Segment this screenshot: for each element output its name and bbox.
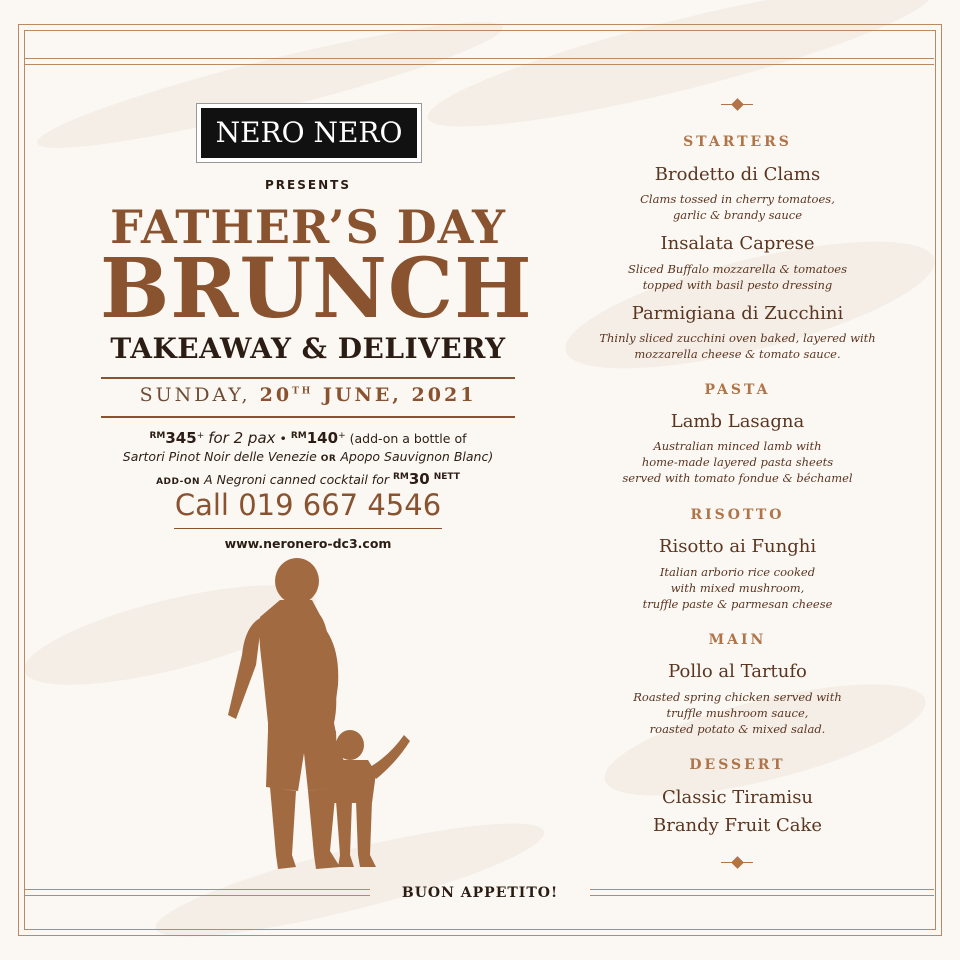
title-brunch: BRUNCH xyxy=(100,241,533,337)
call-phone-link[interactable]: Call 019 667 4546 xyxy=(174,488,442,522)
presents-label: PRESENTS xyxy=(265,178,351,192)
dish-tiramisu: Classic Tiramisu xyxy=(661,787,814,808)
currency-label: RM xyxy=(392,472,409,483)
desc-line: garlic & brandy sauce xyxy=(672,208,803,222)
section-risotto: RISOTTO xyxy=(690,507,785,523)
title-fathers-day: FATHER’S DAY xyxy=(110,200,506,254)
website-link[interactable]: www.neronero-dc3.com xyxy=(224,536,392,551)
dish-caprese-desc xyxy=(585,261,890,293)
bottom-rule-left xyxy=(24,895,370,896)
pricing-block xyxy=(100,427,516,491)
call-underline xyxy=(174,528,442,529)
currency-label: RM xyxy=(290,431,307,441)
logo xyxy=(196,103,422,163)
diamond-line xyxy=(721,104,753,105)
section-pasta: PASTA xyxy=(704,382,771,398)
closing-greeting: BUON APPETITO! xyxy=(401,885,559,901)
nett-label: NETT xyxy=(433,472,460,483)
desc-line: roasted potato & mixed salad. xyxy=(649,722,826,736)
desc-line: truffle mushroom sauce, xyxy=(666,706,809,720)
pricing-line-2 xyxy=(100,448,516,468)
dish-lasagna-desc xyxy=(585,438,890,486)
desc-line: Roasted spring chicken served with xyxy=(633,690,842,704)
desc-line: truffle paste & parmesan cheese xyxy=(642,597,833,611)
event-day: SUNDAY, xyxy=(139,384,251,406)
dish-brodetto: Brodetto di Clams xyxy=(654,164,821,185)
price-addon: 140 xyxy=(306,429,339,448)
dish-parmigiana-desc xyxy=(585,330,890,362)
desc-line: with mixed mushroom, xyxy=(670,581,805,595)
desc-line: Australian minced lamb with xyxy=(653,439,822,453)
dish-fruit-cake: Brandy Fruit Cake xyxy=(652,815,823,836)
desc-line: served with tomato fondue & béchamel xyxy=(622,471,853,485)
bottom-rule-right xyxy=(590,895,934,896)
desc-line: Thinly sliced zucchini oven baked, layered with xyxy=(599,331,876,345)
father-and-child-silhouette xyxy=(200,555,420,885)
wine-option-1: Sartori Pinot Noir delle Venezie xyxy=(122,449,317,465)
price-main: 345 xyxy=(165,429,197,448)
event-date-suffix: TH xyxy=(292,386,314,397)
addon-label: ADD-ON xyxy=(156,477,201,488)
diamond-line xyxy=(721,862,753,863)
negroni-note: A Negroni canned cocktail for xyxy=(204,472,389,488)
event-date-number: 20 xyxy=(259,384,293,406)
addon-note: (add-on a bottle of xyxy=(349,431,467,447)
section-starters: STARTERS xyxy=(683,134,792,150)
bullet: • xyxy=(279,431,287,447)
top-rule xyxy=(24,58,934,59)
dish-pollo: Pollo al Tartufo xyxy=(668,661,807,682)
dish-parmigiana: Parmigiana di Zucchini xyxy=(631,303,844,324)
desc-line: mozzarella cheese & tomato sauce. xyxy=(634,347,841,361)
bottom-rule-left xyxy=(24,889,370,890)
desc-line: Sliced Buffalo mozzarella & tomatoes xyxy=(627,262,848,276)
title-takeaway-delivery: TAKEAWAY & DELIVERY xyxy=(110,332,506,365)
section-main: MAIN xyxy=(708,632,767,648)
event-month-year: JUNE, 2021 xyxy=(322,384,477,406)
logo-text: NERO NERO xyxy=(201,108,417,158)
dish-lasagna: Lamb Lasagna xyxy=(670,411,805,432)
event-date xyxy=(100,384,516,406)
currency-label: RM xyxy=(149,431,166,441)
plus-sign: + xyxy=(338,431,346,441)
desc-line: Clams tossed in cherry tomatoes, xyxy=(640,192,835,206)
wine-option-2: Apopo Sauvignon Blanc) xyxy=(340,449,494,465)
desc-line: Italian arborio rice cooked xyxy=(659,565,816,579)
desc-line: topped with basil pesto dressing xyxy=(642,278,833,292)
dish-risotto: Risotto ai Funghi xyxy=(658,536,817,557)
dish-risotto-desc xyxy=(585,564,890,612)
top-rule xyxy=(24,64,934,65)
bottom-rule-right xyxy=(590,889,934,890)
pax-label: for 2 pax xyxy=(208,429,276,448)
dish-brodetto-desc xyxy=(585,191,890,223)
plus-sign: + xyxy=(196,431,205,441)
section-dessert: DESSERT xyxy=(689,757,786,773)
date-rule-top xyxy=(101,377,515,379)
or-label: OR xyxy=(320,454,337,465)
desc-line: home-made layered pasta sheets xyxy=(641,455,834,469)
dish-caprese: Insalata Caprese xyxy=(660,233,815,254)
pricing-line-1 xyxy=(100,427,516,448)
dish-pollo-desc xyxy=(585,689,890,737)
date-rule-bottom xyxy=(101,416,515,418)
negroni-price: 30 xyxy=(408,470,430,489)
